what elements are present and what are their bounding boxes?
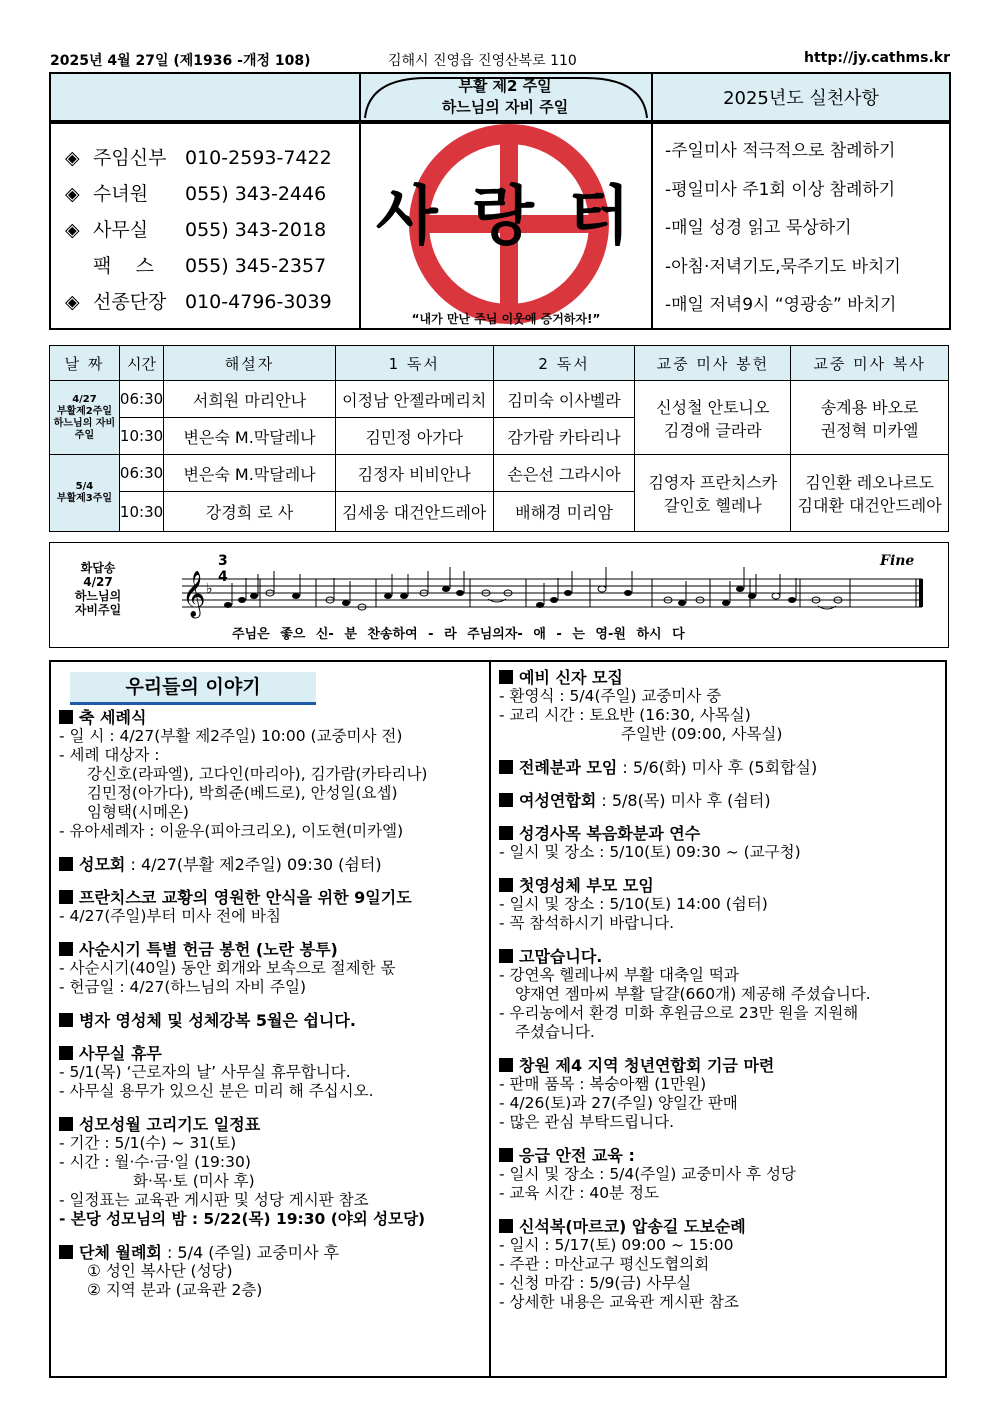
notice-line: - 일시 및 장소 : 5/4(주일) 교중미사 후 성당 <box>499 1165 796 1183</box>
table-row <box>50 455 949 492</box>
bullet-square-icon <box>499 1148 513 1162</box>
notice-line: - 일정표는 교육관 게시판 및 성당 게시판 참조 <box>59 1191 369 1209</box>
notice-line: - 헌금일 : 4/27(하느님의 자비 주일) <box>59 978 307 996</box>
right-column <box>499 668 943 1312</box>
notice-line: - 세례 대상자 : <box>59 746 160 764</box>
contact-row: ◈ 사무실 055) 343-2018 <box>65 219 327 241</box>
svg-text:𝄞: 𝄞 <box>182 571 206 617</box>
notice-line: - 교육 시간 : 40분 정도 <box>499 1184 659 1202</box>
notice-line: - 사순시기(40일) 동안 회개와 보속으로 절제한 몫 <box>59 959 396 977</box>
bullet-square-icon <box>499 1058 513 1072</box>
bullet-square-icon <box>59 1046 73 1060</box>
notice-line: - 강연옥 헬레나씨 부활 대축일 떡과 <box>499 966 739 984</box>
notice-heading: 프란치스코 교황의 영원한 안식을 위한 9일기도 <box>59 888 487 907</box>
bullet-square-icon <box>499 826 513 840</box>
left-column <box>59 708 487 1300</box>
practice-item: -아침·저녁기도,묵주기도 바치기 <box>665 256 901 277</box>
notice-line: - 기간 : 5/1(수) ~ 31(토) <box>59 1134 237 1152</box>
practice-item: -매일 성경 읽고 묵상하기 <box>665 218 852 238</box>
parish-address: 김해시 진영읍 진영산복로 110 <box>388 53 577 69</box>
commentator-cell: 서희원 마리안나 <box>164 381 336 418</box>
bullet-square-icon <box>499 949 513 963</box>
table-header-row <box>50 346 949 381</box>
practice-item: -매일 저녁9시 “영광송” 바치기 <box>665 295 897 315</box>
notice-line: ② 지역 분과 (교육관 2층) <box>87 1281 263 1299</box>
table-row <box>50 381 949 418</box>
server-cell: 송계용 바오로 권정혁 미카엘 <box>791 381 949 455</box>
reading2-cell: 감가람 카타리나 <box>493 418 635 455</box>
notice-line: - 많은 관심 부탁드립니다. <box>499 1113 675 1131</box>
stories-title: 우리들의 이야기 <box>70 672 316 705</box>
notice-heading: 여성연합회 : 5/8(목) 미사 후 (쉼터) <box>499 791 943 810</box>
notice-line: - 시간 : 월·수·금·일 (19:30) <box>59 1153 251 1171</box>
notice-line: 주일반 (09:00, 사목실) <box>621 725 783 743</box>
reading1-cell: 김정자 비비안나 <box>335 455 493 492</box>
notice-line: - 환영식 : 5/4(주일) 교중미사 중 <box>499 687 722 705</box>
column-header: 시간 <box>119 346 163 381</box>
column-header: 날 짜 <box>50 346 120 381</box>
notice-line: - 상세한 내용은 교육관 게시판 참조 <box>499 1293 739 1311</box>
reading2-cell: 배해경 미리암 <box>493 492 635 532</box>
notice-line: - 주관 : 마산교구 평신도협의회 <box>499 1255 710 1273</box>
notice-line: ① 성인 복사단 (성당) <box>87 1262 233 1280</box>
notice-heading: 예비 신자 모집 <box>499 668 943 687</box>
contact-row: 팩 스 055) 345-2357 <box>93 255 327 277</box>
time-cell: 06:30 <box>119 455 163 492</box>
reading2-cell: 손은선 그라시아 <box>493 455 635 492</box>
contact-row: ◈ 수녀원 055) 343-2446 <box>65 183 327 205</box>
notice-line: - 판매 품목 : 복숭아쨈 (1만원) <box>499 1075 707 1093</box>
psalm-box <box>49 542 949 648</box>
notice-heading: 신석복(마르코) 압송길 도보순례 <box>499 1217 943 1236</box>
music-staff <box>170 555 930 623</box>
date-cell: 5/4 부활제3주일 <box>50 455 120 532</box>
column-header: 해설자 <box>164 346 336 381</box>
notice-line: - 사무실 용무가 있으신 분은 미리 해 주십시오. <box>59 1082 374 1100</box>
notice-line: - 우리농에서 환경 미화 후원금으로 23만 원을 지원해 <box>499 1004 859 1022</box>
notice-line: - 일시 및 장소 : 5/10(토) 09:30 ~ (교구청) <box>499 843 801 861</box>
notice-heading: 고맙습니다. <box>499 947 943 966</box>
contact-row: ◈ 선종단장 010-4796-3039 <box>65 291 332 313</box>
header-box <box>49 72 951 330</box>
sunday-title: 부활 제2 주일 하느님의 자비 주일 <box>441 77 569 116</box>
notice-line: 김민정(아가다), 박희준(베드로), 안성일(요셉) <box>87 784 398 802</box>
column-header: 2 독서 <box>493 346 635 381</box>
fine-mark: Fine <box>880 553 915 569</box>
notice-line: - 꼭 참석하시기 바랍니다. <box>499 914 675 932</box>
date-cell: 4/27 부활제2주일 하느님의 자비 주일 <box>50 381 120 455</box>
notice-line: - 일시 : 5/17(토) 09:00 ~ 15:00 <box>499 1236 734 1254</box>
server-cell: 김인환 레오나르도 김대환 대건안드레아 <box>791 455 949 532</box>
notice-line: 강신호(라파엘), 고다인(마리아), 김가람(카타리나) <box>87 765 428 783</box>
notice-line: - 일 시 : 4/27(부활 제2주일) 10:00 (교중미사 전) <box>59 727 403 745</box>
logo-title: 사 랑 터 <box>375 180 637 254</box>
bullet-square-icon <box>499 760 513 774</box>
bullet-square-icon <box>59 1013 73 1027</box>
practice-title: 2025년도 실천사항 <box>723 88 879 109</box>
bullet-square-icon <box>499 793 513 807</box>
notice-line: - 신청 마감 : 5/9(금) 사무실 <box>499 1274 692 1292</box>
notice-line: 화·목·토 (미사 후) <box>133 1172 255 1190</box>
notice-line: - 일시 및 장소 : 5/10(토) 14:00 (쉼터) <box>499 895 768 913</box>
offering-cell: 신성철 안토니오 김경애 글라라 <box>635 381 791 455</box>
commentator-cell: 변은숙 M.막달레나 <box>164 455 336 492</box>
notice-heading: 단체 월례회 : 5/4 (주일) 교중미사 후 <box>59 1243 487 1262</box>
practice-list <box>665 132 901 325</box>
reading2-cell: 김미숙 이사벨라 <box>493 381 635 418</box>
column-header: 1 독서 <box>335 346 493 381</box>
commentator-cell: 변은숙 M.막달레나 <box>164 418 336 455</box>
notice-line: 임형택(시메온) <box>87 803 189 821</box>
bullet-square-icon <box>59 1245 73 1259</box>
notice-heading: 전례분과 모임 : 5/6(화) 미사 후 (5회합실) <box>499 758 943 777</box>
bullet-square-icon <box>59 890 73 904</box>
time-signature: 3 4 <box>218 553 228 585</box>
time-cell: 10:30 <box>119 492 163 532</box>
bullet-square-icon <box>59 1117 73 1131</box>
notice-line: - 교리 시간 : 토요반 (16:30, 사목실) <box>499 706 751 724</box>
bullet-square-icon <box>59 942 73 956</box>
notice-heading: 창원 제4 지역 청년연합회 기금 마련 <box>499 1056 943 1075</box>
stories-box <box>49 660 947 1378</box>
issue-date: 2025년 4월 27일 (제1936 -개정 108) <box>50 53 311 69</box>
psalm-lyrics: 주님은 좋으 신- 분 찬송하여 - 라 주님의자- 애 - 는 영-원 하시 다 <box>232 627 685 642</box>
notice-heading: 성모성월 고리기도 일정표 <box>59 1115 487 1134</box>
practice-item: -주일미사 적극적으로 참례하기 <box>665 141 896 161</box>
notice-heading: 성경사목 복음화분과 연수 <box>499 824 943 843</box>
commentator-cell: 강경희 로 사 <box>164 492 336 532</box>
notice-heading: 성모회 : 4/27(부활 제2주일) 09:30 (쉼터) <box>59 855 487 874</box>
parish-url[interactable]: http://jy.cathms.kr <box>803 50 950 66</box>
notice-line: - 5/1(목) ‘근로자의 날’ 사무실 휴무합니다. <box>59 1063 351 1081</box>
notice-heading: 사무실 휴무 <box>59 1044 487 1063</box>
svg-text:♭: ♭ <box>206 581 213 597</box>
offering-cell: 김영자 프란치스카 갈인호 헬레나 <box>635 455 791 532</box>
bullet-square-icon <box>499 1219 513 1233</box>
contact-list <box>65 140 332 320</box>
notice-heading: 병자 영성체 및 성체강복 5월은 쉽니다. <box>59 1011 487 1030</box>
notice-heading: 축 세례식 <box>59 708 487 727</box>
notice-heading: 첫영성체 부모 모임 <box>499 876 943 895</box>
reading1-cell: 이정남 안젤라메리치 <box>335 381 493 418</box>
reading1-cell: 김민정 아가다 <box>335 418 493 455</box>
mass-schedule-table <box>49 345 949 532</box>
notice-line: - 4/26(토)과 27(주일) 양일간 판매 <box>499 1094 738 1112</box>
bullet-square-icon <box>59 710 73 724</box>
notice-line: - 4/27(주일)부터 미사 전에 바침 <box>59 907 281 925</box>
bullet-square-icon <box>59 857 73 871</box>
notice-line: - 유아세례자 : 이윤우(피아크리오), 이도현(미카엘) <box>59 822 404 840</box>
practice-item: -평일미사 주1회 이상 참례하기 <box>665 179 896 200</box>
time-cell: 10:30 <box>119 418 163 455</box>
time-cell: 06:30 <box>119 381 163 418</box>
column-header: 교중 미사 봉헌 <box>635 346 791 381</box>
notice-line: 주셨습니다. <box>515 1023 595 1041</box>
bullet-square-icon <box>499 670 513 684</box>
notice-heading: 사순시기 특별 헌금 봉헌 (노란 봉투) <box>59 940 487 959</box>
bullet-square-icon <box>499 878 513 892</box>
psalm-label: 화답송 4/27 하느님의 자비주일 <box>74 561 122 617</box>
top-info-line <box>50 48 950 70</box>
notice-heading: 응급 안전 교육 : <box>499 1146 943 1165</box>
logo-motto: “내가 만난 주님 이웃에 증거하자!” <box>411 312 601 326</box>
column-header: 교중 미사 복사 <box>791 346 949 381</box>
notice-line: 양재연 젬마씨 부활 달걀(660개) 제공해 주셨습니다. <box>515 985 871 1003</box>
contact-row: ◈ 주임신부 010-2593-7422 <box>65 147 332 169</box>
notice-line: - 본당 성모님의 밤 : 5/22(목) 19:30 (야외 성모당) <box>59 1210 426 1228</box>
reading1-cell: 김세웅 대건안드레아 <box>335 492 493 532</box>
